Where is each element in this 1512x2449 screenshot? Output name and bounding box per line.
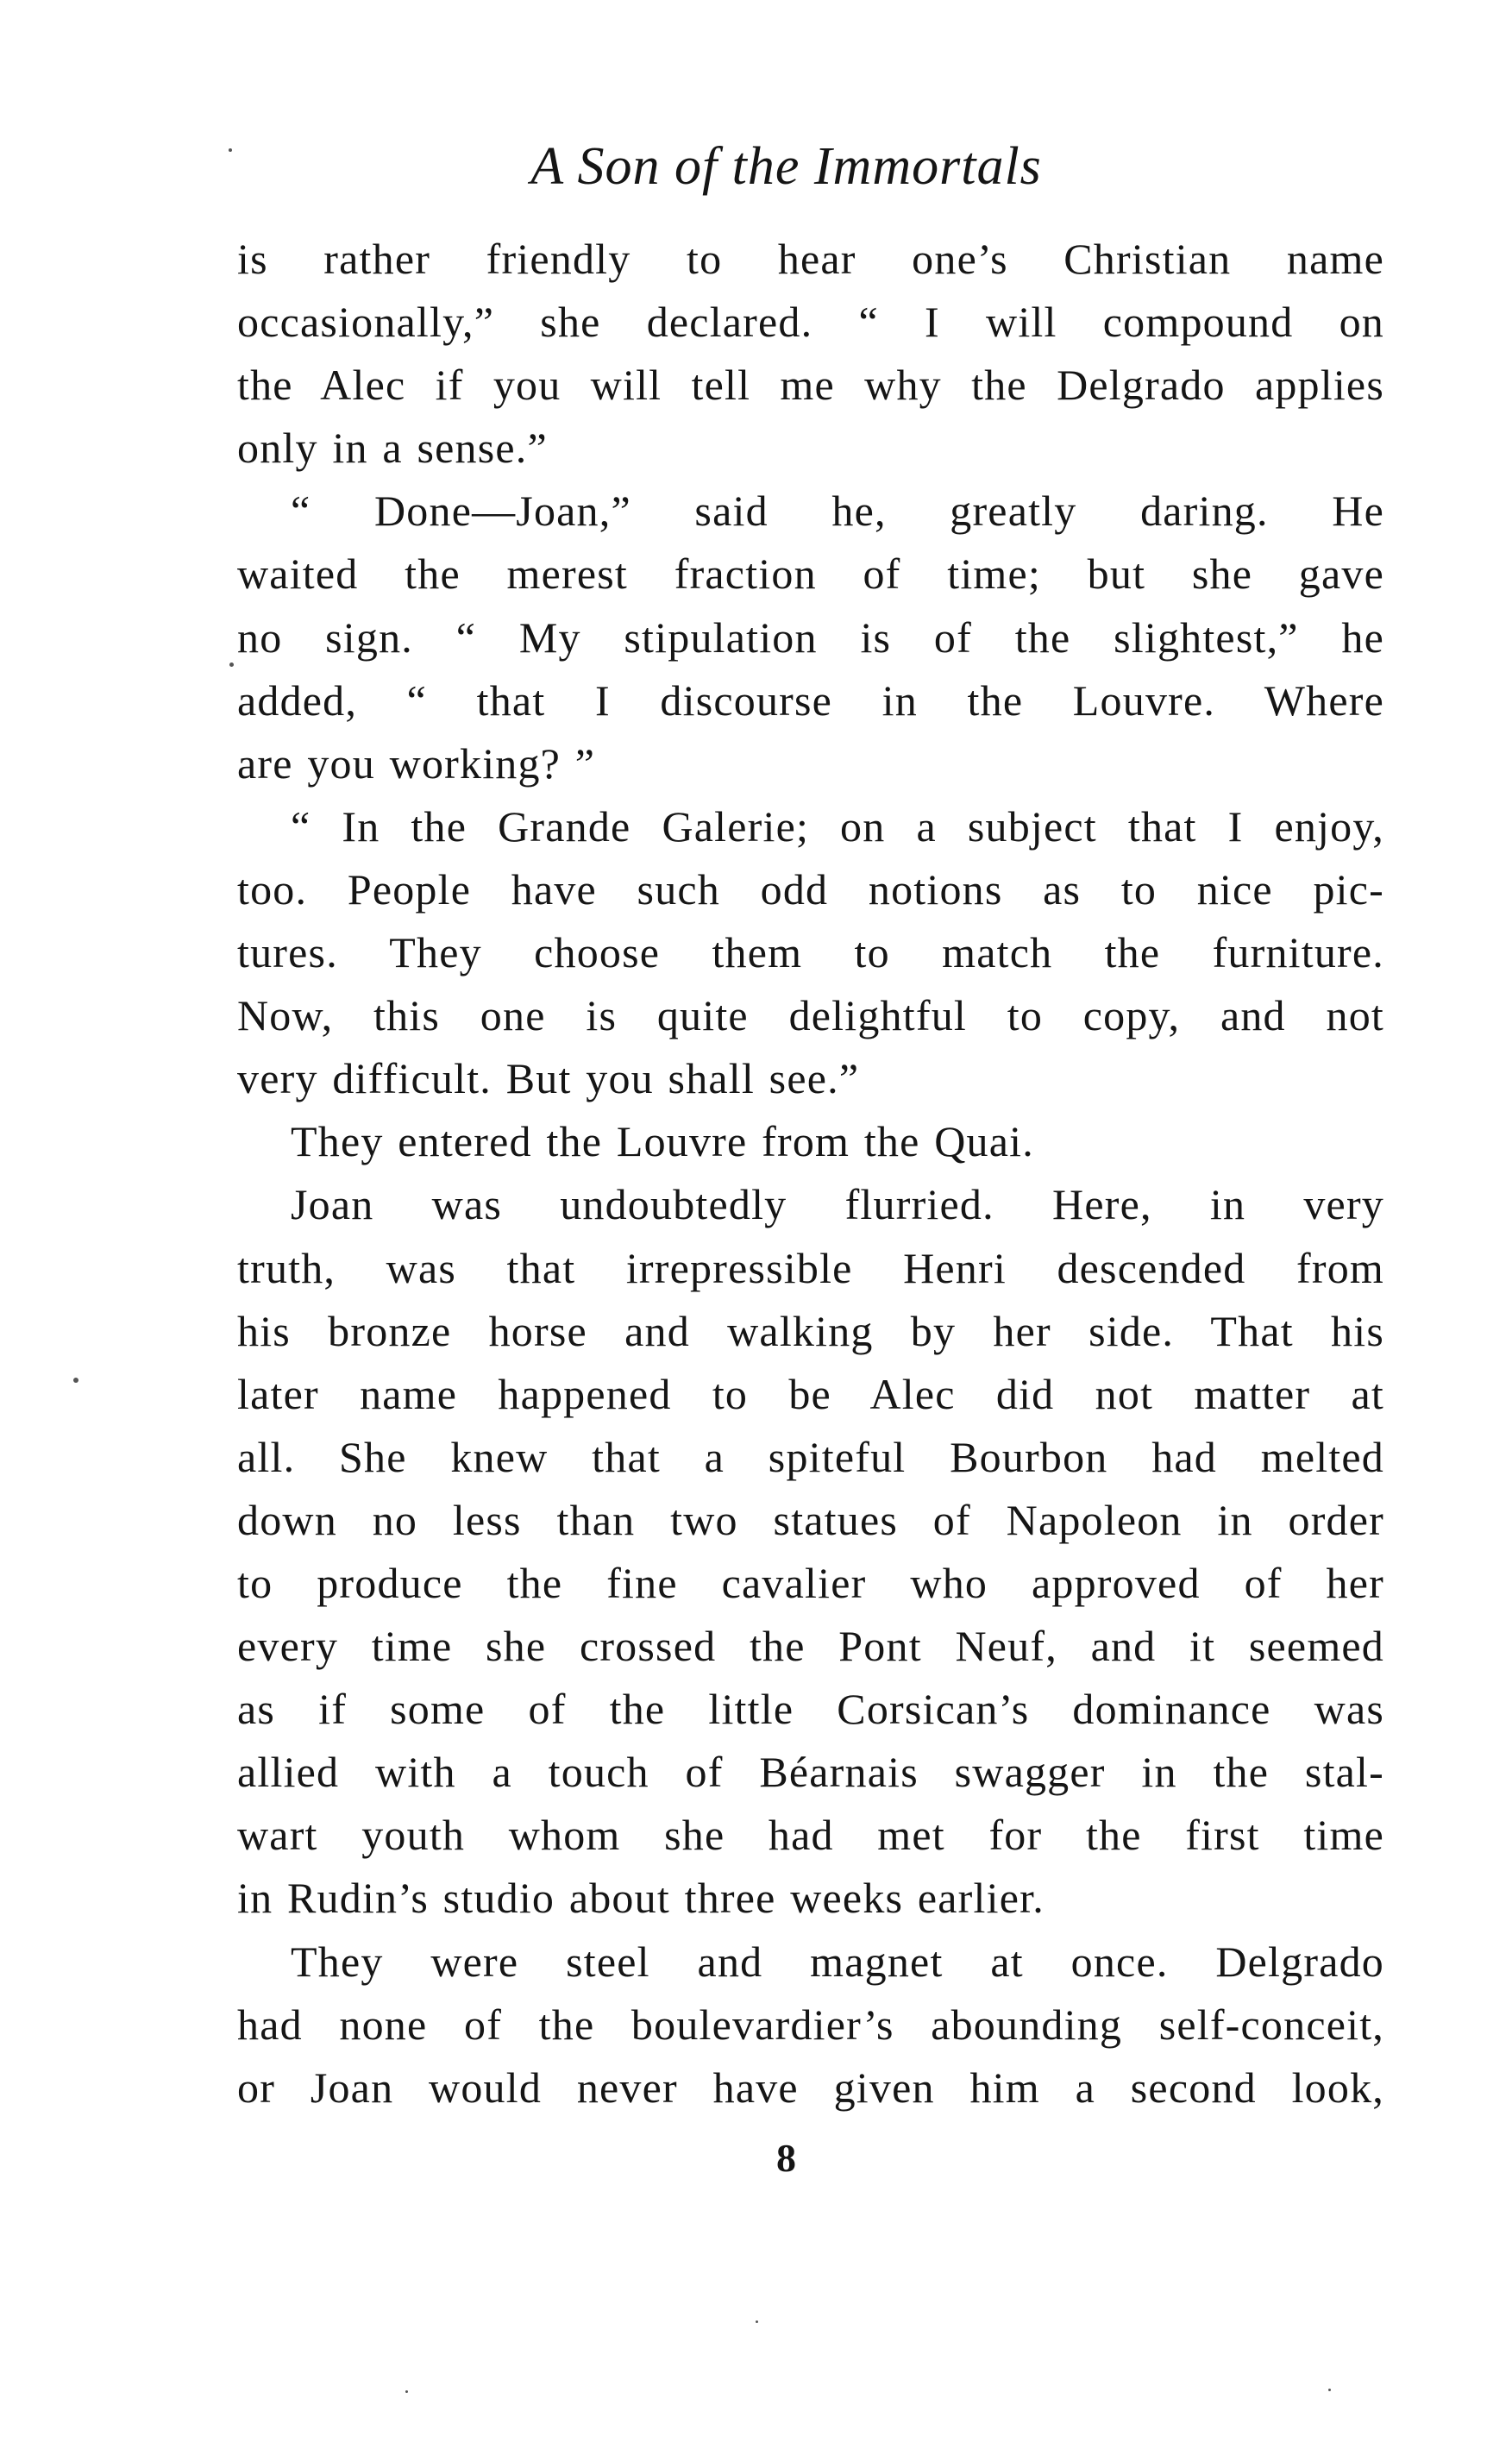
text-line: later name happened to be Alec did not matter at (237, 1369, 1384, 1418)
text-line: Now, this one is quite delightful to copy, and not (237, 991, 1384, 1040)
scan-speck (73, 1378, 78, 1383)
text-line: waited the merest fraction of time; but she gave (237, 549, 1384, 599)
text-line: occasionally,” she declared. “ I will compound on (237, 298, 1384, 347)
text-line: no sign. “ My stipulation is of the slightest,” he (237, 612, 1384, 662)
text-line: very difficult. But you shall see.” (237, 1054, 860, 1103)
text-line: tures. They choose them to match the furniture. (237, 928, 1384, 977)
text-line: as if some of the little Corsican’s dominance was (237, 1685, 1384, 1734)
text-line: had none of the boulevardier’s abounding self-conceit, (237, 2000, 1384, 2049)
text-line: “ In the Grande Galerie; on a subject that I enjoy, (291, 801, 1384, 851)
text-line: to produce the fine cavalier who approved of her (237, 1558, 1384, 1607)
text-line: allied with a touch of Béarnais swagger in the stal- (237, 1748, 1384, 1797)
text-line: the Alec if you will tell me why the Delgrado applies (237, 361, 1384, 410)
text-line: only in a sense.” (237, 424, 548, 473)
text-line: or Joan would never have given him a second look, (237, 2063, 1384, 2112)
scan-speck (405, 2390, 408, 2393)
text-line: in Rudin’s studio about three weeks earlier. (237, 1874, 1045, 1923)
running-head: A Son of the Immortals (530, 137, 1042, 196)
text-line: truth, was that irrepressible Henri descended from (237, 1243, 1384, 1292)
text-line: “ Done—Joan,” said he, greatly daring. He (291, 487, 1384, 536)
text-line: is rather friendly to hear one’s Christian name (237, 235, 1384, 283)
text-line: Joan was undoubtedly flurried. Here, in very (291, 1180, 1384, 1229)
text-line: They were steel and magnet at once. Delgrado (291, 1937, 1384, 1986)
text-line: added, “ that I discourse in the Louvre. Where (237, 675, 1384, 725)
body-text (237, 228, 1384, 2119)
scan-speck (229, 662, 234, 667)
text-line: They entered the Louvre from the Quai. (291, 1117, 1034, 1166)
text-line: too. People have such odd notions as to nice pic- (237, 864, 1384, 914)
text-line: all. She knew that a spiteful Bourbon had melted (237, 1432, 1384, 1481)
text-line: his bronze horse and walking by her side. That his (237, 1306, 1384, 1355)
scan-speck (1328, 2389, 1331, 2391)
text-line: are you working? ” (237, 738, 596, 788)
text-line: down no less than two statues of Napoleon in order (237, 1495, 1384, 1544)
scan-speck (756, 2320, 758, 2323)
scan-speck (229, 148, 232, 152)
text-line: wart youth whom she had met for the first time (237, 1811, 1384, 1860)
text-line: every time she crossed the Pont Neuf, and it seemed (237, 1622, 1384, 1671)
page-number: 8 (776, 2136, 796, 2180)
